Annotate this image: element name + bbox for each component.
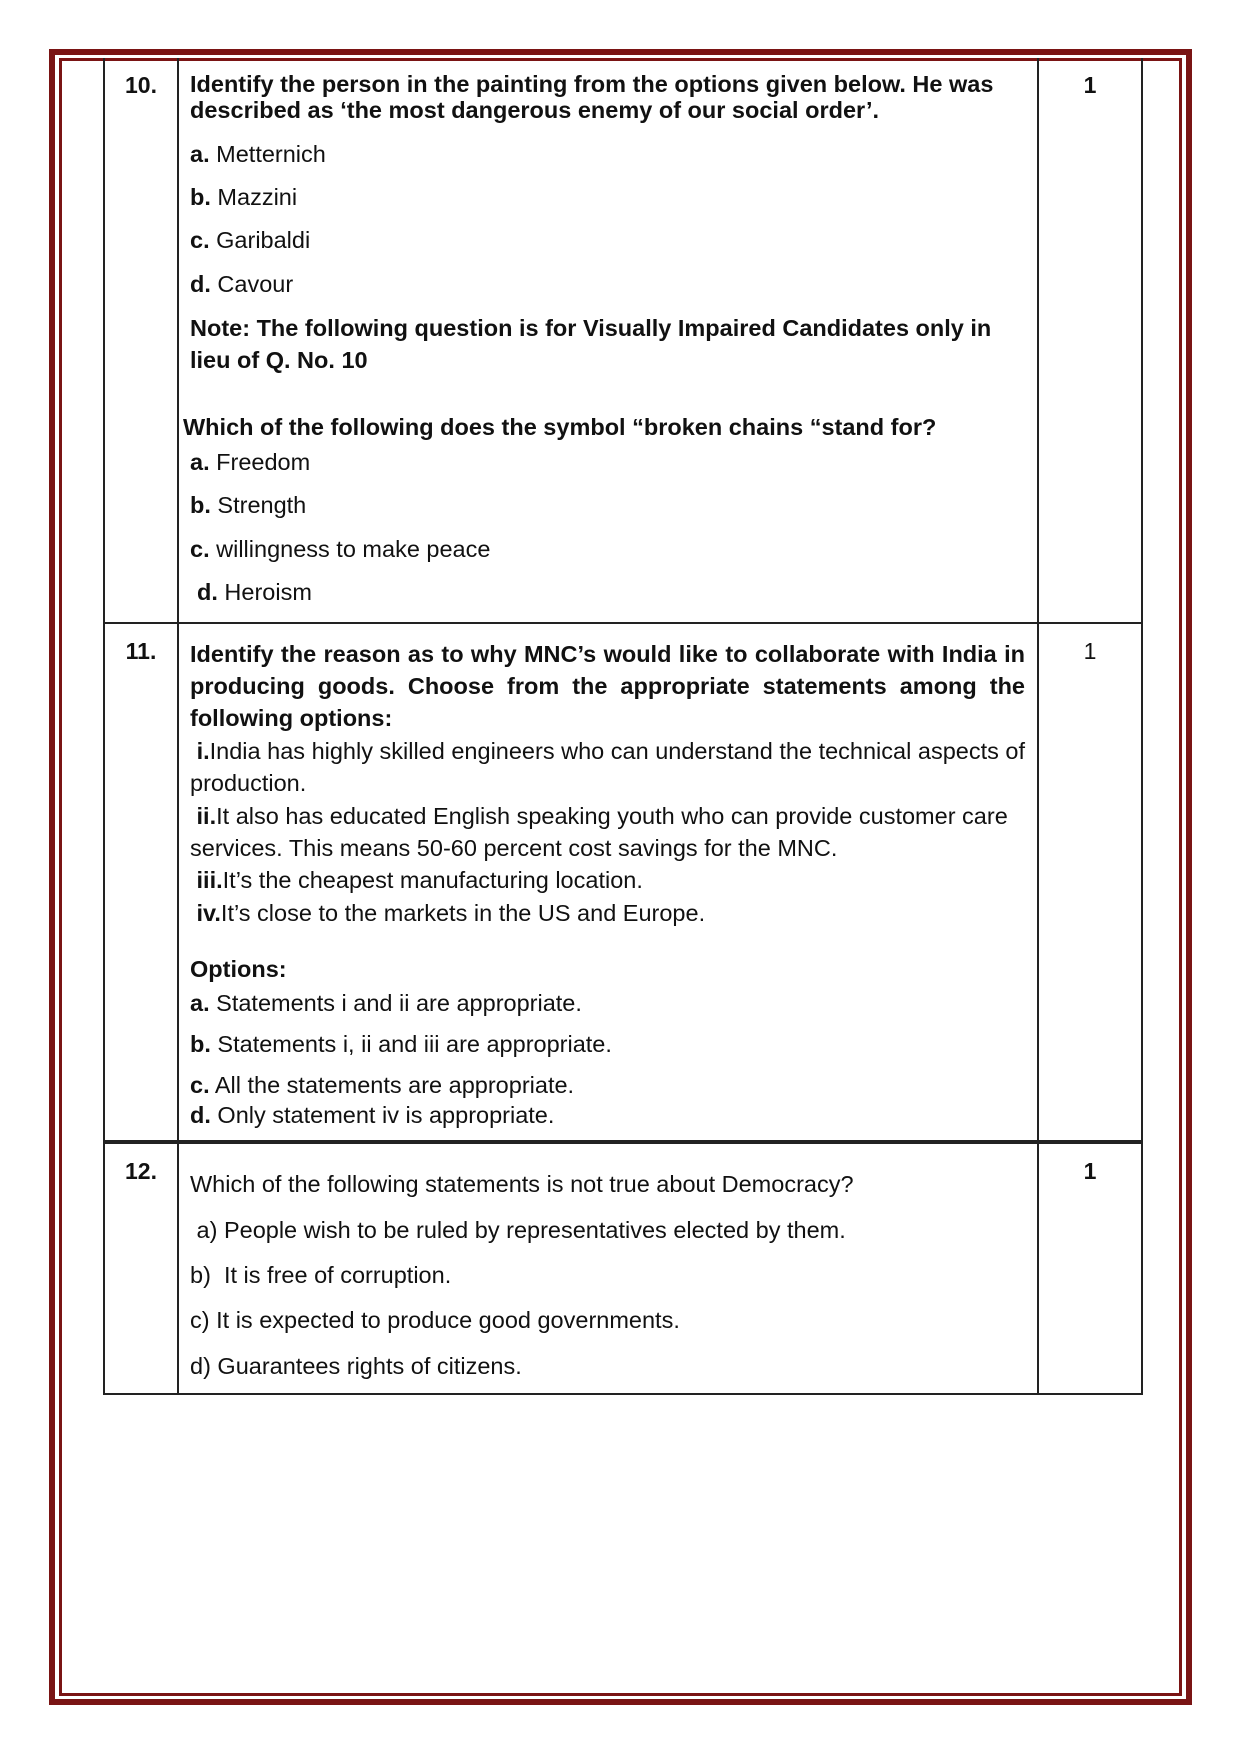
question-text: Identify the reason as to why MNC’s would like to collaborate with India in producing goods. Choose from the appropriate statements among the following options:: [190, 640, 1025, 732]
option-c: c) It is expected to produce good governments.: [190, 1307, 680, 1334]
option-b: b. Statements i, ii and iii are appropriate.: [190, 1031, 612, 1058]
vi-option-a: a. Freedom: [190, 449, 311, 475]
vi-option-d: d. Heroism: [197, 579, 312, 606]
option-b: b. Mazzini: [190, 184, 298, 211]
vi-option-b: b. Strength: [190, 492, 307, 519]
question-table: [103, 58, 1143, 1395]
options-heading: Options:: [190, 956, 287, 983]
statement-iv: iv.It’s close to the markets in the US and Europe.: [196, 899, 706, 926]
option-a: a. Metternich: [190, 140, 326, 167]
question-body: [178, 58, 1038, 623]
option-a: a) People wish to be ruled by representatives elected by them.: [190, 1216, 846, 1243]
question-body: [178, 1142, 1038, 1394]
question-row-10: [104, 58, 1142, 623]
option-c: c. Garibaldi: [190, 227, 311, 254]
option-d: d) Guarantees rights of citizens.: [190, 1352, 522, 1379]
question-number: 12.: [104, 1142, 178, 1394]
question-marks: 1: [1038, 1142, 1142, 1394]
question-text: Identify the person in the painting from the options given below. He was described as ‘the most dangerous enemy of our social order’.: [190, 71, 994, 123]
option-c: c. All the statements are appropriate.: [190, 1072, 575, 1099]
question-row-12: [104, 1142, 1142, 1394]
question-text: Which of the following statements is not true about Democracy?: [190, 1171, 854, 1198]
question-number: 11.: [104, 623, 178, 1143]
statement-iii: iii.It’s the cheapest manufacturing location.: [196, 867, 643, 894]
statement-ii: ii.It also has educated English speaking youth who can provide customer care services. This means 50-60 percent cost savings for the MNC.: [190, 802, 1008, 862]
question-row-11: [104, 623, 1142, 1143]
option-b: b) It is free of corruption.: [190, 1261, 452, 1288]
question-body: [178, 623, 1038, 1143]
option-a: a. Statements i and ii are appropriate.: [190, 989, 582, 1016]
question-marks: 1: [1038, 623, 1142, 1143]
question-marks: 1: [1038, 58, 1142, 623]
statement-i: i.India has highly skilled engineers who can understand the technical aspects of production.: [190, 737, 1026, 797]
option-d: d. Cavour: [190, 270, 294, 297]
vi-option-c: c. willingness to make peace: [190, 535, 491, 562]
vi-note: Note: The following question is for Visually Impaired Candidates only in lieu of Q. No. 10: [190, 315, 992, 373]
question-number: 10.: [104, 58, 178, 623]
vi-question-text: Which of the following does the symbol “broken chains “stand for?: [183, 413, 937, 440]
option-d: d. Only statement iv is appropriate.: [190, 1101, 555, 1128]
